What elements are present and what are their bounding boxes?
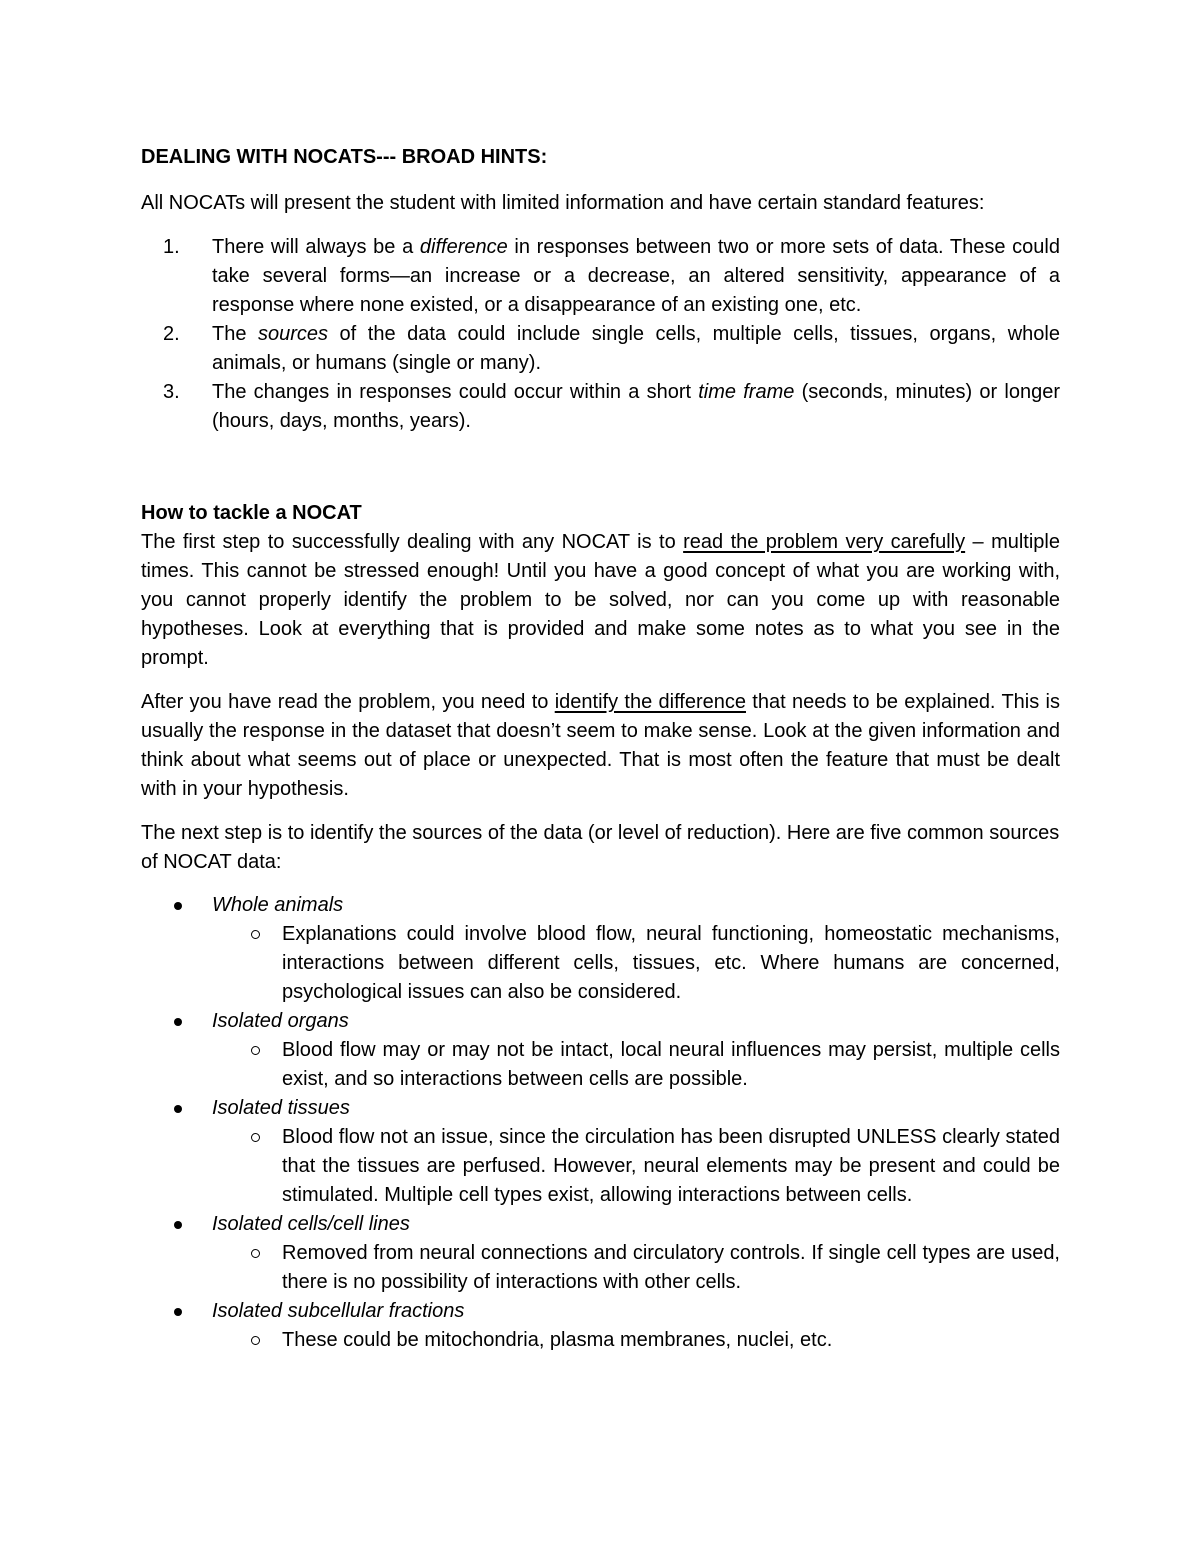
feature-emphasis: difference	[419, 236, 508, 258]
circle-bullet-icon	[251, 1133, 260, 1142]
paragraph-text: The first step to successfully dealing with any NOCAT is to	[141, 531, 684, 553]
source-detail-text: Blood flow not an issue, since the circulation has been disrupted UNLESS clearly stated that the tissues are perfused. However, neural elements may be present and could be stimulated. Multiple cell types exist, allowing interactions between cells.	[282, 1126, 1060, 1206]
source-detail-list	[212, 920, 1060, 1007]
underlined-phrase: identify the difference	[554, 691, 746, 713]
paragraph-text: After you have read the problem, you need to	[141, 691, 555, 713]
source-detail-list	[212, 1123, 1060, 1210]
section-title: How to tackle a NOCAT	[141, 502, 362, 524]
document-title: DEALING WITH NOCATS--- BROAD HINTS:	[141, 146, 548, 168]
source-item	[141, 891, 1060, 1007]
paragraph-sources-intro: The next step is to identify the sources of the data (or level of reduction). Here are five common sources of NOCAT data:	[141, 822, 1060, 873]
source-item	[141, 1094, 1060, 1210]
circle-bullet-icon	[251, 1336, 260, 1345]
paragraph-read-carefully	[141, 528, 1060, 673]
source-detail	[212, 1123, 1060, 1210]
intro-text: All NOCATs will present the student with limited information and have certain standard features:	[141, 192, 985, 214]
paragraph-identify-difference	[141, 688, 1060, 804]
bullet-icon	[174, 1308, 182, 1316]
source-item	[141, 1210, 1060, 1297]
feature-emphasis: sources	[258, 323, 329, 345]
document-page	[141, 143, 1060, 1355]
features-list	[141, 233, 1060, 436]
circle-bullet-icon	[251, 1046, 260, 1055]
source-label: Isolated subcellular fractions	[212, 1300, 465, 1322]
feature-text: There will always be a	[212, 236, 420, 258]
bullet-icon	[174, 1105, 182, 1113]
feature-item	[141, 320, 1060, 378]
source-item	[141, 1297, 1060, 1355]
feature-number: 1.	[163, 236, 180, 258]
source-item	[141, 1007, 1060, 1094]
source-detail-list	[212, 1036, 1060, 1094]
feature-number: 2.	[163, 323, 180, 345]
source-label: Whole animals	[212, 894, 344, 916]
feature-text: of the data could include single cells, multiple cells, tissues, organs, whole animals, or humans (single or many).	[212, 323, 1060, 374]
sources-list	[141, 891, 1060, 1355]
source-detail-list	[212, 1239, 1060, 1297]
source-detail	[212, 1239, 1060, 1297]
paragraph-text: – multiple times. This cannot be stressed enough! Until you have a good concept of what you are working with, you cannot properly identify the problem to be solved, nor can you come up with reasonable hypotheses. Look at everything that is provided and make some notes as to what you see in the prompt.	[141, 531, 1060, 669]
feature-emphasis: time frame	[698, 381, 795, 403]
source-detail-text: These could be mitochondria, plasma membranes, nuclei, etc.	[282, 1329, 833, 1351]
source-label: Isolated tissues	[212, 1097, 350, 1119]
feature-number: 3.	[163, 381, 180, 403]
feature-text: in responses between two or more sets of data. These could take several forms—an increase or a decrease, an altered sensitivity, appearance of a response where none existed, or a disappearance of an existing one, etc.	[212, 236, 1060, 316]
bullet-icon	[174, 902, 182, 910]
bullet-icon	[174, 1221, 182, 1229]
circle-bullet-icon	[251, 1249, 260, 1258]
paragraph-text: that needs to be explained. This is usually the response in the dataset that doesn’t seem to make sense. Look at the given information and think about what seems out of place or unexpected. That is most often the feature that must be dealt with in your hypothesis.	[141, 691, 1060, 800]
source-detail-text: Blood flow may or may not be intact, local neural influences may persist, multiple cells exist, and so interactions between cells are possible.	[282, 1039, 1060, 1090]
source-detail-text: Removed from neural connections and circulatory controls. If single cell types are used, there is no possibility of interactions with other cells.	[282, 1242, 1060, 1293]
circle-bullet-icon	[251, 930, 260, 939]
source-detail	[212, 1326, 1060, 1355]
feature-item	[141, 233, 1060, 320]
source-detail	[212, 920, 1060, 1007]
source-detail-list	[212, 1326, 1060, 1355]
source-detail	[212, 1036, 1060, 1094]
underlined-phrase: read the problem very carefully	[683, 531, 966, 553]
feature-item	[141, 378, 1060, 436]
source-detail-text: Explanations could involve blood flow, neural functioning, homeostatic mechanisms, interactions between different cells, tissues, etc. Where humans are concerned, psychological issues can also be considered.	[282, 923, 1060, 1003]
feature-text: The	[212, 323, 258, 345]
source-label: Isolated organs	[212, 1010, 349, 1032]
source-label: Isolated cells/cell lines	[212, 1213, 410, 1235]
feature-text: (seconds, minutes) or longer (hours, days, months, years).	[212, 381, 1060, 432]
bullet-icon	[174, 1018, 182, 1026]
feature-text: The changes in responses could occur within a short	[212, 381, 699, 403]
